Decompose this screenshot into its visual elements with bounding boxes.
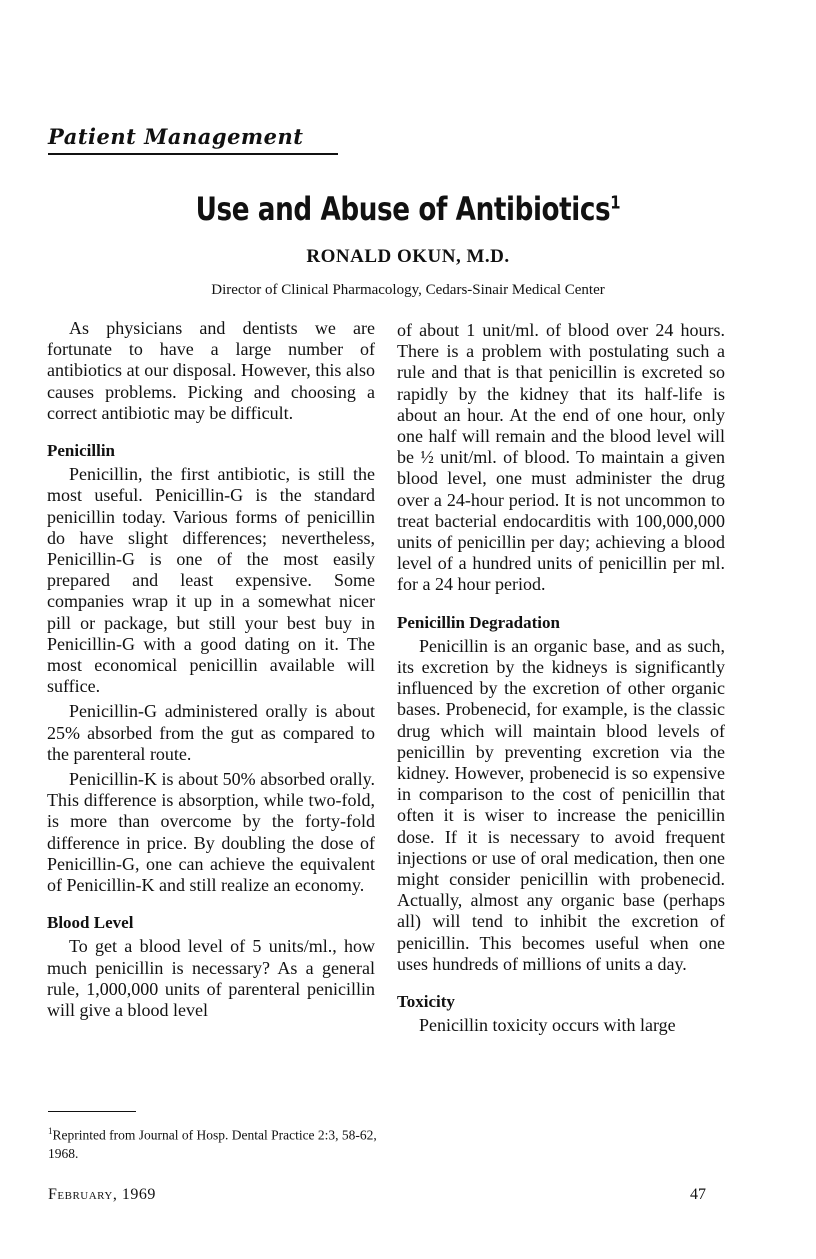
toxicity-paragraph: Penicillin toxicity occurs with large: [419, 1015, 676, 1036]
right-column: [397, 320, 725, 1037]
heading-blood-level: Blood Level: [47, 913, 134, 933]
title-footnote-mark: 1: [610, 192, 621, 214]
intro-paragraph: As physicians and dentists we are fortunate to have a large number of antibiotics at our disposal. However, this also causes problems. Picking and choosing a correct antibiotic may be difficult.: [47, 318, 375, 423]
folio-date: [48, 1186, 156, 1204]
blood-level-paragraph-start: To get a blood level of 5 units/ml., how much penicillin is necessary? As a general rule, 1,000,000 units of parenteral penicillin will give a blood level: [47, 936, 375, 1021]
section-label: Patient Management: [48, 124, 304, 149]
penicillin-paragraph-2: Penicillin-G administered orally is about 25% absorbed from the gut as compared to the parenteral route.: [47, 701, 375, 764]
page-number: 47: [690, 1186, 706, 1203]
folio-date-text: February, 1969: [48, 1186, 156, 1203]
footnote-mark: 1: [48, 1126, 53, 1136]
heading-penicillin-degradation: Penicillin Degradation: [397, 612, 560, 632]
section-heading: [48, 124, 338, 155]
footnote: [48, 1122, 378, 1163]
heading-toxicity: Toxicity: [397, 992, 455, 1012]
blood-level-paragraph-continued: of about 1 unit/ml. of blood over 24 hours. There is a problem with postulating such a rule and that is that penicillin is excreted so rapidly by the kidney that its half-life is about an hour. At the end of one hour, only one half will remain and the blood level will be ½ unit/ml. of blood. To maintain a given blood level, one must administer the drug over a 24-hour period. It is not uncommon to treat bacterial endocarditis with 100,000,000 units of penicillin per day; achieving a blood level of a hundred units of penicillin per ml. for a 24 hour period.: [397, 320, 725, 595]
article-title-text: Use and Abuse of Antibiotics: [195, 190, 611, 228]
author-name: RONALD OKUN, M.D.: [306, 246, 510, 267]
penicillin-paragraph-3: Penicillin-K is about 50% absorbed orally. This difference is absorption, while two-fold, is more than overcome by the forty-fold difference in price. By doubling the dose of Penicillin-G, one can achieve the equivalent of Penicillin-K and still realize an economy.: [47, 769, 375, 896]
footnote-divider: [48, 1111, 136, 1112]
heading-penicillin: Penicillin: [47, 441, 115, 461]
degradation-paragraph: Penicillin is an organic base, and as such, its excretion by the kidneys is significantly influenced by the excretion of other organic bases. Probenecid, for example, is the classic drug which will maintain blood levels of penicillin by preventing excretion via the kidney. However, probenecid is so expensive in comparison to the cost of penicillin that often it is wiser to increase the penicillin dose. If it is necessary to avoid frequent injections or use of oral medication, then one might consider penicillin with probenecid. Actually, almost any organic base (perhaps all) will tend to inhibit the excretion of penicillin. This becomes useful when one uses hundreds of millions of units a day.: [397, 635, 725, 974]
penicillin-paragraph-1: Penicillin, the first antibiotic, is still the most useful. Penicillin-G is the standard penicillin today. Various forms of penicillin do have slight differences; nevertheless, Penicillin-G is one of the most easily prepared and least expensive. Some companies wrap it up in a somewhat nicer pill or package, but still your best buy in Penicillin-G with a good dating on it. The most economical penicillin available will suffice.: [47, 464, 375, 697]
footnote-text: Reprinted from Journal of Hosp. Dental Practice 2:3, 58-62, 1968.: [48, 1127, 377, 1161]
left-column: [47, 318, 375, 1021]
article-title: [0, 190, 816, 228]
author-affiliation: Director of Clinical Pharmacology, Cedars-Sinair Medical Center: [211, 282, 605, 298]
